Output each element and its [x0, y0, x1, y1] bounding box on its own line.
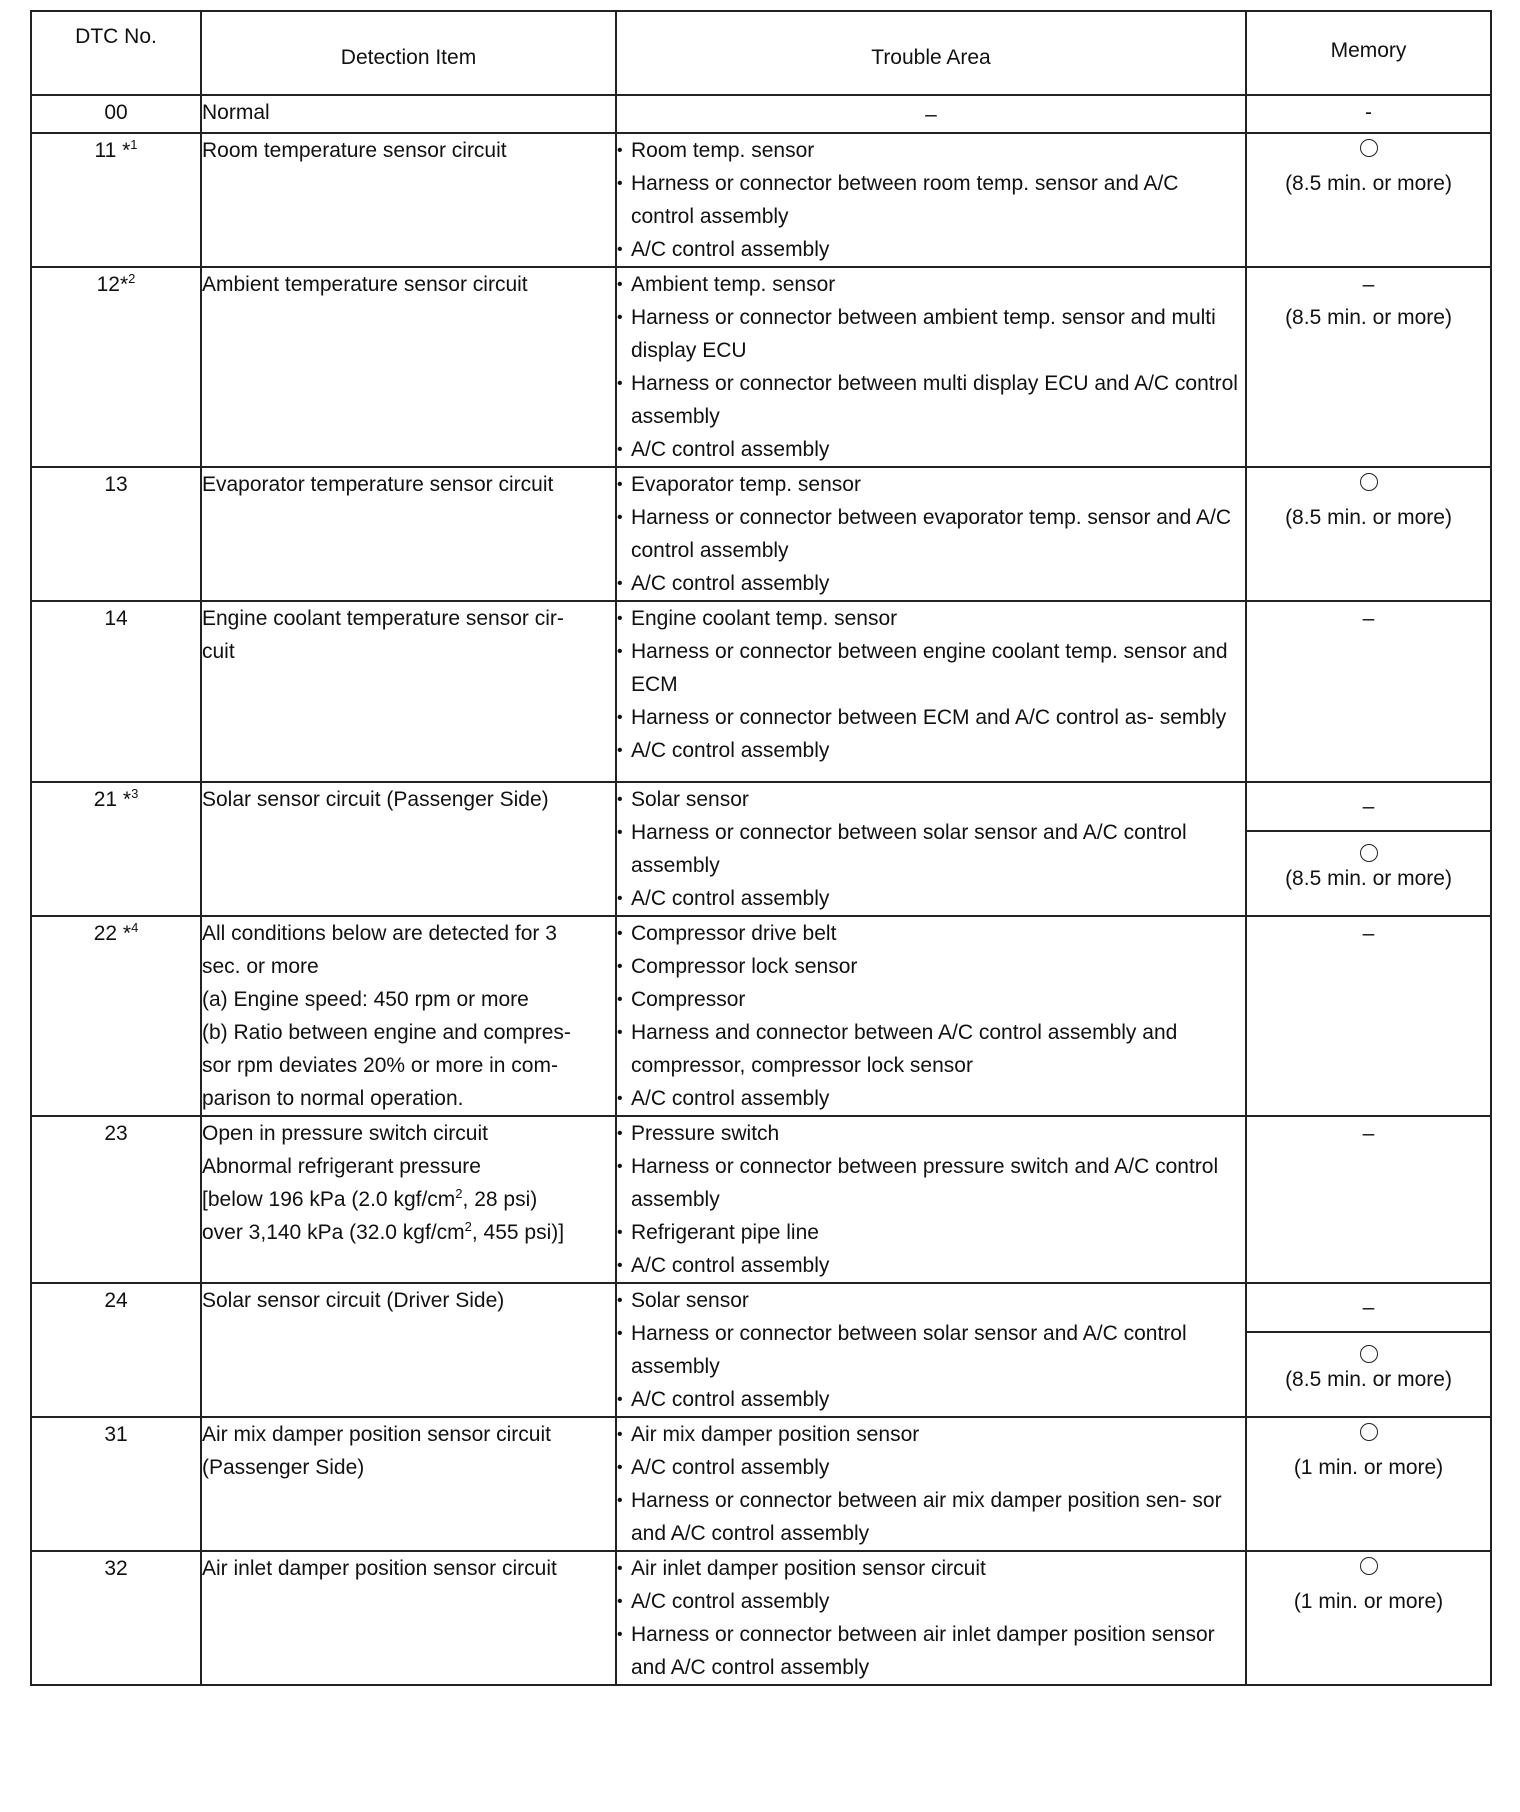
trouble-area-text: Compressor drive belt [631, 922, 837, 945]
memory-dash: – [1362, 273, 1375, 296]
memory-duration: (8.5 min. or more) [1285, 867, 1452, 890]
table-row [31, 1283, 1491, 1417]
trouble-area-item [617, 1150, 1245, 1216]
dtc-number-cell [31, 1417, 201, 1551]
detection-item-line: (a) Engine speed: 450 rpm or more [202, 988, 529, 1011]
dtc-footnote-ref: 4 [131, 920, 139, 935]
trouble-area-item [617, 468, 1245, 501]
detection-item-cell [201, 782, 616, 916]
memory-cell [1246, 467, 1491, 601]
memory-duration: (1 min. or more) [1293, 1456, 1444, 1479]
trouble-area-item [617, 268, 1245, 301]
trouble-area-cell [616, 95, 1246, 133]
bullet-icon: • [617, 309, 623, 326]
detection-item-line: Solar sensor circuit (Passenger Side) [202, 788, 549, 811]
trouble-area-text: Refrigerant pipe line [631, 1221, 819, 1244]
trouble-area-item [617, 1216, 1245, 1249]
dtc-number-cell [31, 1283, 201, 1417]
trouble-area-text: A/C control assembly [631, 572, 830, 595]
dtc-number: 22 * [93, 922, 132, 945]
memory-circle-icon [1247, 468, 1490, 501]
table-body [31, 95, 1491, 1685]
trouble-area-text: Harness or connector between evaporator temp. sensor and A/C control assembly [631, 506, 1231, 562]
dtc-number: 24 [104, 1289, 128, 1312]
bullet-icon: • [617, 276, 623, 293]
bullet-icon: • [617, 575, 623, 592]
dtc-number-cell [31, 95, 201, 133]
detection-item-line: Engine coolant temperature sensor cir- [202, 607, 564, 630]
trouble-area-text: A/C control assembly [631, 1388, 830, 1411]
trouble-area-text: Solar sensor [631, 1289, 749, 1312]
trouble-area-text: Ambient temp. sensor [631, 273, 836, 296]
detection-item-line: Air mix damper position sensor circuit [202, 1423, 551, 1446]
trouble-area-item [617, 1552, 1245, 1585]
dtc-number: 13 [104, 473, 128, 496]
memory-duration: (8.5 min. or more) [1285, 172, 1452, 195]
trouble-area-item [617, 134, 1245, 167]
bullet-icon: • [617, 509, 623, 526]
trouble-area-item [617, 917, 1245, 950]
detection-item-line: Air inlet damper position sensor circuit [202, 1557, 557, 1580]
bullet-icon: • [617, 1593, 623, 1610]
trouble-area-item [617, 635, 1245, 701]
trouble-area-cell [616, 916, 1246, 1116]
trouble-area-item [617, 950, 1245, 983]
trouble-area-text: Harness or connector between solar sensor and A/C control assembly [631, 821, 1187, 877]
trouble-area-item [617, 783, 1245, 816]
trouble-area-dash: – [925, 102, 937, 126]
table-row [31, 267, 1491, 467]
detection-item-cell [201, 601, 616, 782]
memory-circle-icon [1247, 1418, 1490, 1451]
dtc-number: 32 [104, 1557, 128, 1580]
trouble-area-item [617, 1484, 1245, 1550]
trouble-area-text: Compressor lock sensor [631, 955, 858, 978]
bullet-icon: • [617, 1090, 623, 1107]
memory-split-bottom [1247, 1333, 1490, 1408]
trouble-area-item [617, 1618, 1245, 1684]
bullet-icon: • [617, 1224, 623, 1241]
memory-cell [1246, 601, 1491, 782]
trouble-area-item [617, 1117, 1245, 1150]
bullet-icon: • [617, 1459, 623, 1476]
bullet-icon: • [617, 1024, 623, 1041]
memory-cell [1246, 1551, 1491, 1685]
bullet-icon: • [617, 742, 623, 759]
detection-item-line: (b) Ratio between engine and compres- [202, 1021, 571, 1044]
trouble-area-text: A/C control assembly [631, 1590, 830, 1613]
detection-item-line: Normal [202, 101, 270, 124]
header-trouble-area: Trouble Area [616, 11, 1246, 95]
trouble-area-text: Harness or connector between room temp. sensor and A/C control assembly [631, 172, 1179, 228]
bullet-icon: • [617, 1325, 623, 1342]
memory-cell [1246, 782, 1491, 916]
trouble-area-text: A/C control assembly [631, 1087, 830, 1110]
dtc-number-cell [31, 1551, 201, 1685]
detection-item-line: Abnormal refrigerant pressure [202, 1155, 481, 1178]
trouble-area-text: Compressor [631, 988, 746, 1011]
dtc-table [30, 10, 1492, 1686]
memory-cell [1246, 916, 1491, 1116]
pressure-text: , 455 psi)] [471, 1221, 565, 1244]
memory-cell [1246, 95, 1491, 133]
trouble-area-text: A/C control assembly [631, 1456, 830, 1479]
trouble-area-item [617, 816, 1245, 882]
trouble-area-text: Harness and connector between A/C control assembly and compressor, compressor lock sensor [631, 1021, 1178, 1077]
trouble-area-item [617, 1317, 1245, 1383]
dtc-number: 11 * [94, 139, 131, 162]
table-row [31, 601, 1491, 782]
trouble-area-item [617, 301, 1245, 367]
bullet-icon: • [617, 476, 623, 493]
detection-item-line: All conditions below are detected for 3 [202, 922, 557, 945]
bullet-icon: • [617, 241, 623, 258]
detection-item-line: Evaporator temperature sensor circuit [202, 473, 554, 496]
dtc-number: 12* [96, 273, 129, 296]
detection-item-cell [201, 1116, 616, 1283]
trouble-area-text: Pressure switch [631, 1122, 780, 1145]
detection-item-cell [201, 133, 616, 267]
header-memory: Memory [1246, 11, 1491, 95]
detection-item-cell [201, 95, 616, 133]
bullet-icon: • [617, 441, 623, 458]
bullet-icon: • [617, 958, 623, 975]
memory-dash: – [1362, 922, 1375, 945]
bullet-icon: • [617, 709, 623, 726]
bullet-icon: • [617, 142, 623, 159]
memory-cell [1246, 1417, 1491, 1551]
memory-cell [1246, 1283, 1491, 1417]
detection-item-cell [201, 916, 616, 1116]
dtc-number-cell [31, 133, 201, 267]
detection-item-line: Solar sensor circuit (Driver Side) [202, 1289, 505, 1312]
pressure-text: , 28 psi) [462, 1188, 538, 1211]
trouble-area-text: Evaporator temp. sensor [631, 473, 861, 496]
trouble-area-item [617, 1082, 1245, 1115]
memory-split [1247, 1284, 1490, 1408]
bullet-icon: • [617, 1626, 623, 1643]
detection-item-line: parison to normal operation. [202, 1087, 464, 1110]
trouble-area-text: Harness or connector between solar sensor and A/C control assembly [631, 1322, 1187, 1378]
bullet-icon: • [617, 375, 623, 392]
trouble-area-text: Air inlet damper position sensor circuit [631, 1557, 986, 1580]
header-detection-item: Detection Item [201, 11, 616, 95]
bullet-icon: • [617, 643, 623, 660]
detection-item-cell [201, 467, 616, 601]
trouble-area-text: A/C control assembly [631, 238, 830, 261]
dtc-number-cell [31, 916, 201, 1116]
bullet-icon: • [617, 991, 623, 1008]
trouble-area-item [617, 433, 1245, 466]
trouble-area-cell [616, 267, 1246, 467]
circle-icon [1360, 1557, 1378, 1575]
bullet-icon: • [617, 1292, 623, 1309]
bullet-icon: • [617, 890, 623, 907]
bullet-icon: • [617, 824, 623, 841]
trouble-area-cell [616, 467, 1246, 601]
circle-icon [1360, 1345, 1378, 1363]
trouble-area-item [617, 1249, 1245, 1282]
dtc-number-cell [31, 267, 201, 467]
bullet-icon: • [617, 1560, 623, 1577]
memory-cell [1246, 1116, 1491, 1283]
trouble-area-item [617, 1585, 1245, 1618]
memory-duration: (1 min. or more) [1293, 1590, 1444, 1613]
dtc-number: 31 [104, 1423, 128, 1446]
trouble-area-text: A/C control assembly [631, 438, 830, 461]
table-row [31, 1116, 1491, 1283]
trouble-area-text: Room temp. sensor [631, 139, 815, 162]
trouble-area-item [617, 983, 1245, 1016]
trouble-area-text: A/C control assembly [631, 1254, 830, 1277]
detection-item-line: sec. or more [202, 955, 319, 978]
memory-duration: (8.5 min. or more) [1285, 1368, 1452, 1391]
memory-cell [1246, 267, 1491, 467]
dtc-number: 21 * [93, 788, 132, 811]
circle-icon [1360, 844, 1378, 862]
trouble-area-cell [616, 601, 1246, 782]
trouble-area-cell [616, 1417, 1246, 1551]
dtc-number: 14 [104, 607, 128, 630]
trouble-area-item [617, 567, 1245, 600]
table-row [31, 1551, 1491, 1685]
bullet-icon: • [617, 1426, 623, 1443]
trouble-area-text: Air mix damper position sensor [631, 1423, 920, 1446]
dtc-number: 23 [104, 1122, 128, 1145]
dtc-footnote-ref: 1 [130, 137, 138, 152]
detection-item-line: Ambient temperature sensor circuit [202, 273, 528, 296]
bullet-icon: • [617, 610, 623, 627]
dtc-number-cell [31, 601, 201, 782]
detection-item-line: Open in pressure switch circuit [202, 1122, 488, 1145]
circle-icon [1360, 473, 1378, 491]
trouble-area-item [617, 233, 1245, 266]
table-row [31, 95, 1491, 133]
trouble-area-text: Harness or connector between multi display ECU and A/C control assembly [631, 372, 1238, 428]
trouble-area-cell [616, 1551, 1246, 1685]
trouble-area-item [617, 734, 1245, 767]
trouble-area-cell [616, 782, 1246, 916]
circle-icon [1360, 139, 1378, 157]
bullet-icon: • [617, 1391, 623, 1408]
bullet-icon: • [617, 791, 623, 808]
pressure-text: [below 196 kPa (2.0 kgf/cm [202, 1188, 456, 1211]
trouble-area-item [617, 882, 1245, 915]
memory-split-bottom [1247, 832, 1490, 907]
trouble-area-cell [616, 1283, 1246, 1417]
trouble-area-text: Engine coolant temp. sensor [631, 607, 898, 630]
detection-item-cell [201, 267, 616, 467]
trouble-area-item [617, 1383, 1245, 1416]
trouble-area-item [617, 501, 1245, 567]
trouble-area-text: Harness or connector between engine coolant temp. sensor and ECM [631, 640, 1228, 696]
trouble-area-item [617, 1418, 1245, 1451]
detection-item-cell [201, 1417, 616, 1551]
trouble-area-item [617, 1451, 1245, 1484]
table-row [31, 133, 1491, 267]
memory-dash: – [1362, 607, 1375, 630]
header-row [31, 11, 1491, 95]
trouble-area-text: A/C control assembly [631, 887, 830, 910]
trouble-area-text: Solar sensor [631, 788, 749, 811]
trouble-area-item [617, 1284, 1245, 1317]
memory-circle-icon [1247, 134, 1490, 167]
trouble-area-text: Harness or connector between pressure switch and A/C control assembly [631, 1155, 1219, 1211]
circle-icon [1360, 1423, 1378, 1441]
pressure-text: over 3,140 kPa (32.0 kgf/cm [202, 1221, 465, 1244]
trouble-area-cell [616, 1116, 1246, 1283]
detection-item-line: (Passenger Side) [202, 1456, 365, 1479]
trouble-area-text: A/C control assembly [631, 739, 830, 762]
unit-exponent: 2 [464, 1219, 472, 1234]
memory-dash: - [1365, 101, 1372, 124]
unit-exponent: 2 [455, 1186, 463, 1201]
dtc-footnote-ref: 3 [131, 786, 139, 801]
detection-item-line: cuit [202, 640, 235, 663]
table-row [31, 916, 1491, 1116]
trouble-area-text: Harness or connector between air mix damper position sen- sor and A/C control assembly [631, 1489, 1222, 1545]
bullet-icon: • [617, 1492, 623, 1509]
trouble-area-cell [616, 133, 1246, 267]
detection-item-line [202, 1183, 615, 1216]
table-row [31, 1417, 1491, 1551]
trouble-area-item [617, 167, 1245, 233]
header-dtc-no: DTC No. [31, 11, 201, 95]
table-row [31, 467, 1491, 601]
memory-circle-icon [1247, 1552, 1490, 1585]
detection-item-cell [201, 1551, 616, 1685]
trouble-area-text: Harness or connector between air inlet damper position sensor and A/C control assembly [631, 1623, 1215, 1679]
memory-duration: (8.5 min. or more) [1285, 306, 1452, 329]
detection-item-cell [201, 1283, 616, 1417]
trouble-area-item [617, 367, 1245, 433]
trouble-area-item [617, 602, 1245, 635]
table-row [31, 782, 1491, 916]
memory-cell [1246, 133, 1491, 267]
bullet-icon: • [617, 1158, 623, 1175]
dtc-footnote-ref: 2 [128, 271, 136, 286]
bullet-icon: • [617, 1257, 623, 1274]
memory-split [1247, 783, 1490, 907]
dtc-number: 00 [104, 101, 128, 124]
memory-split-top: – [1247, 783, 1490, 832]
memory-duration: (8.5 min. or more) [1285, 506, 1452, 529]
dtc-number-cell [31, 782, 201, 916]
dtc-number-cell [31, 467, 201, 601]
detection-item-line: Room temperature sensor circuit [202, 139, 507, 162]
bullet-icon: • [617, 925, 623, 942]
detection-item-line [202, 1216, 615, 1249]
memory-split-top: – [1247, 1284, 1490, 1333]
trouble-area-text: Harness or connector between ECM and A/C control as- sembly [631, 706, 1227, 729]
dtc-number-cell [31, 1116, 201, 1283]
memory-dash: – [1362, 1122, 1375, 1145]
bullet-icon: • [617, 175, 623, 192]
trouble-area-item [617, 701, 1245, 734]
detection-item-line: sor rpm deviates 20% or more in com- [202, 1054, 558, 1077]
trouble-area-item [617, 1016, 1245, 1082]
bullet-icon: • [617, 1125, 623, 1142]
trouble-area-text: Harness or connector between ambient temp. sensor and multi display ECU [631, 306, 1216, 362]
